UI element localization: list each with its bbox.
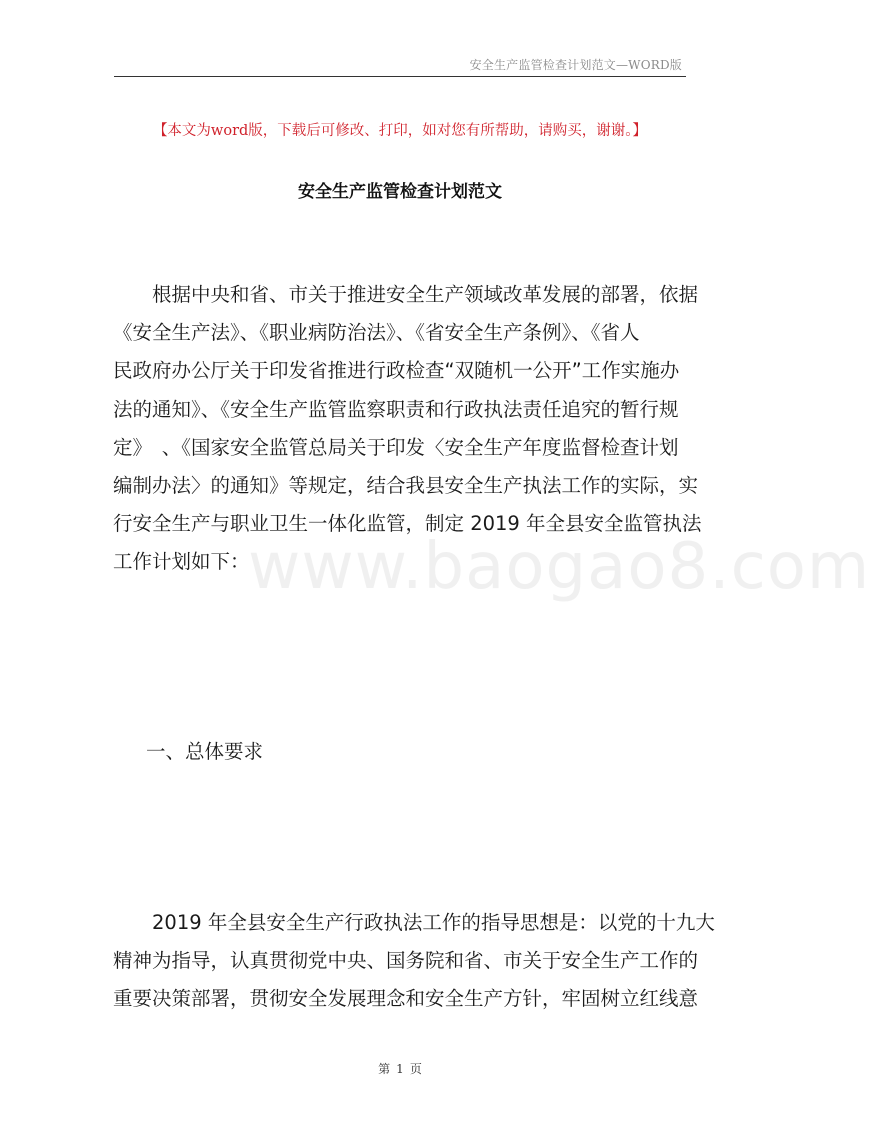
paragraph-line: 编制办法〉的通知》等规定，结合我县安全生产执法工作的实际，实 xyxy=(113,473,699,497)
header-divider xyxy=(114,76,686,77)
paragraph-line: 重要决策部署，贯彻安全发展理念和安全生产方针，牢固树立红线意 xyxy=(113,987,699,1011)
watermark: www.baogao8.com xyxy=(248,530,870,604)
guiding-ideology-paragraph xyxy=(113,904,715,1019)
section-heading-general-requirements: 一、总体要求 xyxy=(146,740,264,763)
paragraph-line: 行安全生产与职业卫生一体化监管，制定 2019 年全县安全监管执法 xyxy=(113,512,702,536)
document-title: 安全生产监管检查计划范文 xyxy=(298,182,502,202)
page-number: 1 xyxy=(396,1062,404,1076)
intro-paragraph xyxy=(113,276,702,582)
page-label-suffix: 页 xyxy=(409,1062,422,1076)
running-header: 安全生产监管检查计划范文—WORD版 xyxy=(469,58,682,72)
paragraph-line: 精神为指导，认真贯彻党中央、国务院和省、市关于安全生产工作的 xyxy=(113,949,699,973)
paragraph-line: 定》 、《国家安全监管总局关于印发〈安全生产年度监督检查计划 xyxy=(113,435,679,459)
paragraph-line: 根据中央和省、市关于推进安全生产领域改革发展的部署，依据 xyxy=(113,283,699,306)
page-label-prefix: 第 xyxy=(378,1062,391,1076)
page-footer xyxy=(0,1060,800,1077)
purchase-notice: 【本文为word版，下载后可修改、打印，如对您有所帮助，请购买，谢谢。】 xyxy=(152,123,648,139)
paragraph-line: 2019 年全县安全生产行政执法工作的指导思想是：以党的十九大 xyxy=(113,911,715,934)
paragraph-line: 《安全生产法》、《职业病防治法》、《省安全生产条例》、《省人 xyxy=(113,321,640,345)
paragraph-line: 工作计划如下： xyxy=(113,550,250,574)
paragraph-line: 法的通知》、《安全生产监管监察职责和行政执法责任追究的暂行规 xyxy=(113,397,679,421)
paragraph-line: 民政府办公厅关于印发省推进行政检查“双随机一公开”工作实施办 xyxy=(113,359,680,383)
